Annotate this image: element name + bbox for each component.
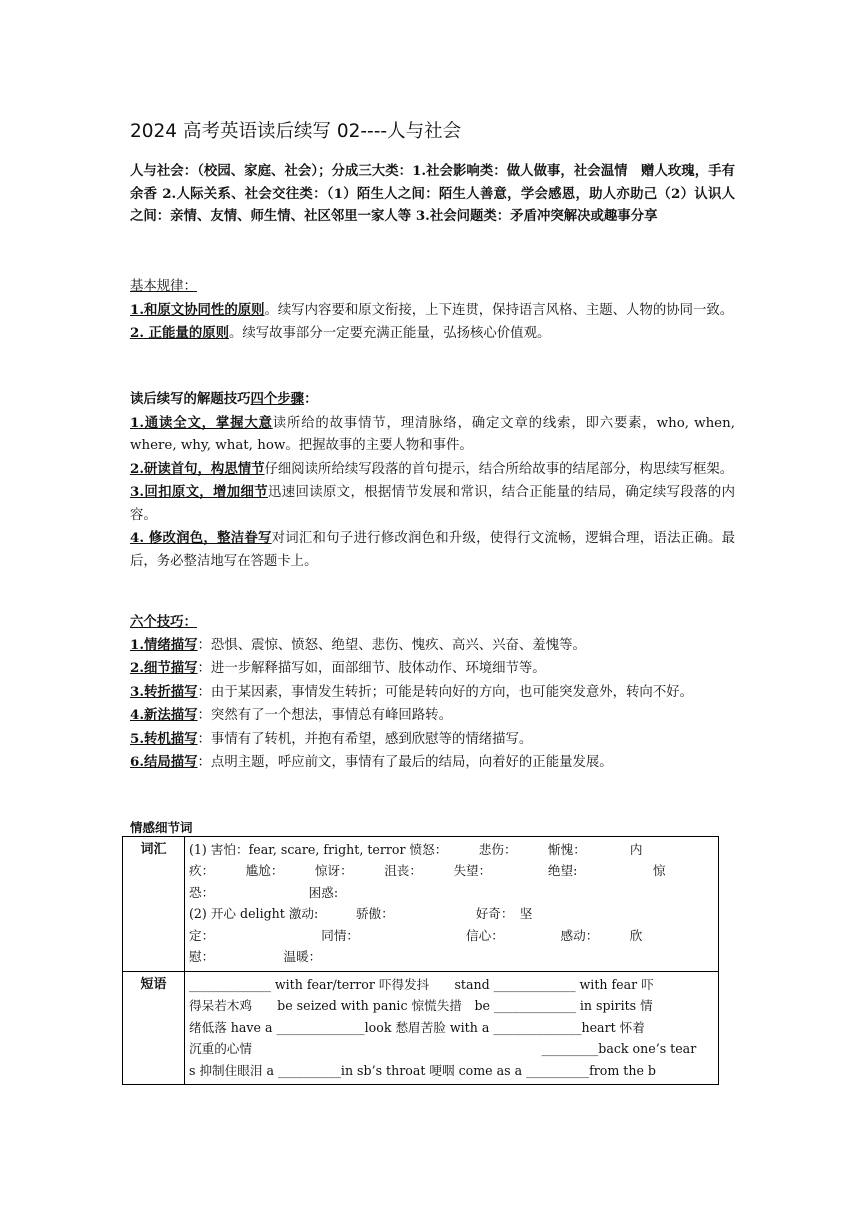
step-item [130,527,735,573]
basic-rule-item [130,299,735,323]
table-row [123,972,719,1085]
vocab-line: 恐： 困惑: [189,884,339,900]
technique-text: ：突然有了一个想法，事情总有峰回路转。 [197,708,452,723]
basic-rule-text: 。续写内容要和原文衔接，上下连贯，保持语言风格、主题、人物的协同一致。 [264,302,734,318]
technique-label: 4.新法描写 [130,707,198,723]
step-text: 对词汇和句子进行修改润色和升级，使得行文流畅，逻辑合理，语法正确。最后，务必整洁地写在答题卡上。 [130,531,736,569]
technique-label: 3.转折描写 [130,683,198,700]
step-item [130,412,735,458]
basic-rule-text: 。续写故事部分一定要充满正能量，弘扬核心价值观。 [228,326,551,341]
six-techniques-section [130,611,735,775]
phrase-line: 绪低落 have a ______________look 愁眉苦脸 with a ______________heart 怀着 [189,1019,645,1035]
technique-item [130,728,735,752]
phrase-line: _____________ with fear/terror 吓得发抖 stand _____________ with fear 吓 [189,977,654,992]
step-text: 迅速回读原文，根据情节发展和常识，结合正能量的结局，确定续写段落的内容。 [130,485,736,523]
steps-heading-prefix: 读后续写的解题技巧 [130,391,251,407]
basic-rule-label: 1.和原文协同性的原则 [130,301,265,318]
technique-text: ：恐惧、震惊、愤怒、绝望、悲伤、愧疚、高兴、兴奋、羞愧等。 [197,637,586,653]
phrase-line: 得呆若木鸡 be seized with panic 惊慌失措 be _____________ in spirits 情 [189,998,653,1014]
row-content [185,837,719,972]
step-label: 3.回扣原文，增加细节 [130,484,269,500]
vocab-line: 慰： 温暖： [189,949,322,965]
step-label: 4. 修改润色，整洁眷写 [130,530,272,546]
vocab-line: 疚： 尴尬： 惊讶： 沮丧： 失望： 绝望: 惊 [189,863,666,879]
technique-item [130,704,735,728]
technique-text: ：由于某因素，事情发生转折；可能是转向好的方向，也可能突发意外，转向不好。 [197,684,693,700]
table-row [123,837,719,972]
technique-item [130,751,735,775]
vocab-line: (2) 开心 delight 激动: 骄傲： 好奇： 坚 [189,906,533,922]
document-title: 2024 高考英语读后续写 02----人与社会 [130,121,462,142]
six-techniques-heading: 六个技巧： [130,614,197,630]
technique-item [130,681,735,705]
steps-heading-emphasis: 四个步骤 [250,391,305,407]
basic-rules-section [130,276,735,346]
emotion-vocabulary-table [122,836,719,1085]
vocab-line: 定： 同情： 信心： 感动： 欣 [189,927,643,943]
row-header: 短语 [123,972,185,1085]
four-steps-heading [130,388,735,412]
step-label: 1.通读全文，掌握大意 [130,414,273,431]
technique-text: ：事情有了转机，并抱有希望，感到欣慰等的情绪描写。 [197,731,533,747]
row-content [185,972,719,1085]
technique-label: 2.细节描写 [130,660,198,676]
basic-rule-item [130,322,735,346]
four-steps-section [130,388,735,573]
step-text: 读所给的故事情节，理清脉络，确定文章的线索，即六要素，who, when, where, why, what, how。把握故事的主要人物和事件。 [130,415,735,453]
technique-label: 6.结局描写 [130,754,198,770]
technique-item [130,657,735,681]
phrase-line: 沉重的心情 _________back one’s tear [189,1041,697,1057]
vocab-line: (1) 害怕：fear, scare, fright, terror 愤怒： 悲伤： 惭愧： 内 [189,842,643,857]
phrase-line: s 抑制住眼泪 a __________in sb’s throat 哽咽 come as a __________from the b [189,1062,656,1078]
step-label: 2.研读首句，构思情节 [130,460,265,477]
table-caption: 情感细节词 [130,820,193,835]
basic-rules-heading: 基本规律： [130,279,197,294]
technique-label: 1.情绪描写 [130,636,198,653]
intro-paragraph: 人与社会：（校园、家庭、社会）；分成三大类：1.社会影响类：做人做事，社会温情 赠人玫瑰，手有余香 2.人际关系、社会交往类：（1）陌生人之间：陌生人善意，学会感恩，助人亦助己（2）认识人之间：亲情、友情、师生情、社区邻里一家人等 3.社会问题类：矛盾冲突解决或趣事分享 [130,163,735,224]
technique-text: ：进一步解释描写如，面部细节、肢体动作、环境细节等。 [197,661,546,676]
step-item [130,458,735,482]
step-item [130,481,735,527]
row-header: 词汇 [123,837,185,972]
technique-label: 5.转机描写 [130,730,198,747]
steps-heading-suffix: ： [304,391,318,407]
step-text: 仔细阅读所给续写段落的首句提示，结合所给故事的结尾部分，构思续写框架。 [264,461,734,477]
technique-text: ：点明主题，呼应前文，事情有了最后的结局，向着好的正能量发展。 [197,755,613,770]
technique-item [130,634,735,658]
basic-rule-label: 2. 正能量的原则 [130,325,229,341]
